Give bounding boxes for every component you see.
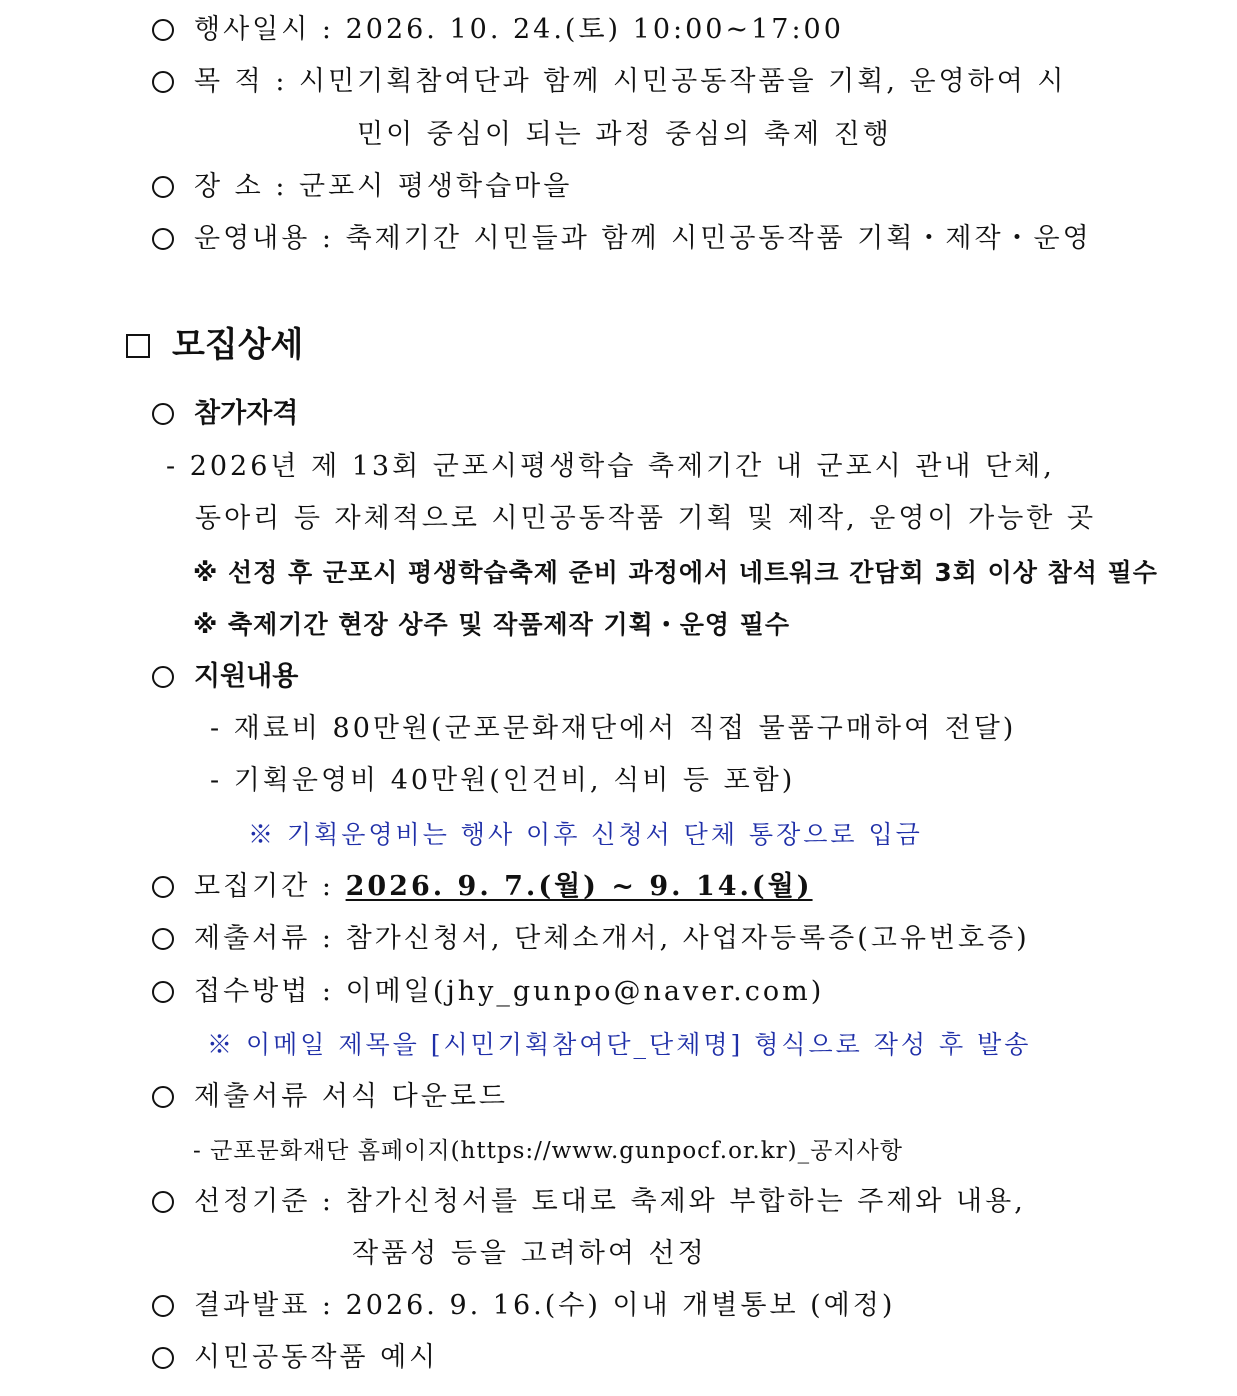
download-link[interactable]: - 군포문화재단 홈페이지(https://www.gunpocf.or.kr)_공지사항 (193, 1138, 903, 1164)
recruit-method-note: ※ 이메일 제목을 [시민기획참여단_단체명] 형식으로 작성 후 발송 (207, 1030, 1032, 1059)
circle-bullet-icon (152, 1191, 174, 1213)
qualification-line-2: 동아리 등 자체적으로 시민공동작품 기획 및 제작, 운영이 가능한 곳 (195, 503, 1097, 534)
support-item-2: - 기획운영비 40만원(인건비, 식비 등 포함) (210, 765, 796, 796)
qualification-note-2: ※ 축제기간 현장 상주 및 작품제작 기획・운영 필수 (193, 610, 791, 639)
circle-bullet-icon (152, 981, 174, 1003)
section-heading: 모집상세 (126, 328, 303, 362)
circle-bullet-icon (152, 1086, 174, 1108)
circle-bullet-icon (152, 71, 174, 93)
event-purpose-line: 목 적 : 시민기획참여단과 함께 시민공동작품을 기획, 운영하여 시 (152, 65, 1066, 99)
qualification-note-1: ※ 선정 후 군포시 평생학습축제 준비 과정에서 네트워크 간담회 3회 이상 참석 필수 (193, 558, 1158, 587)
support-heading: 지원내용 (152, 660, 298, 694)
recruit-period-line: 모집기간 : 2026. 9. 7.(월) ~ 9. 14.(월) (152, 870, 813, 904)
event-content-line: 운영내용 : 축제기간 시민들과 함께 시민공동작품 기획・제작・운영 (152, 222, 1092, 256)
result-line: 결과발표 : 2026. 9. 16.(수) 이내 개별통보 (예정) (152, 1289, 895, 1323)
recruit-period-value: 2026. 9. 7.(월) ~ 9. 14.(월) (345, 871, 813, 902)
circle-bullet-icon (152, 876, 174, 898)
square-bullet-icon (126, 334, 150, 358)
recruit-method-line: 접수방법 : 이메일(jhy_gunpo@naver.com) (152, 975, 824, 1009)
criteria-line-2: 작품성 등을 고려하여 선정 (352, 1238, 707, 1269)
download-heading: 제출서류 서식 다운로드 (152, 1080, 508, 1114)
support-item-1: - 재료비 80만원(군포문화재단에서 직접 물품구매하여 전달) (210, 713, 1017, 744)
circle-bullet-icon (152, 1295, 174, 1317)
event-purpose-continuation: 민이 중심이 되는 과정 중심의 축제 진행 (357, 119, 892, 150)
circle-bullet-icon (152, 928, 174, 950)
circle-bullet-icon (152, 228, 174, 250)
criteria-line-1: 선정기준 : 참가신청서를 토대로 축제와 부합하는 주제와 내용, (152, 1185, 1026, 1219)
qualification-line-1: - 2026년 제 13회 군포시평생학습 축제기간 내 군포시 관내 단체, (166, 451, 1055, 482)
recruit-docs-line: 제출서류 : 참가신청서, 단체소개서, 사업자등록증(고유번호증) (152, 922, 1030, 956)
circle-bullet-icon (152, 176, 174, 198)
circle-bullet-icon (152, 666, 174, 688)
example-line: 시민공동작품 예시 (152, 1341, 438, 1375)
event-place-line: 장 소 : 군포시 평생학습마을 (152, 170, 572, 204)
circle-bullet-icon (152, 403, 174, 425)
qualification-heading: 참가자격 (152, 397, 298, 431)
support-note: ※ 기획운영비는 행사 이후 신청서 단체 통장으로 입금 (248, 820, 923, 849)
event-date-line: 행사일시 : 2026. 10. 24.(토) 10:00~17:00 (152, 13, 844, 47)
circle-bullet-icon (152, 19, 174, 41)
circle-bullet-icon (152, 1347, 174, 1369)
